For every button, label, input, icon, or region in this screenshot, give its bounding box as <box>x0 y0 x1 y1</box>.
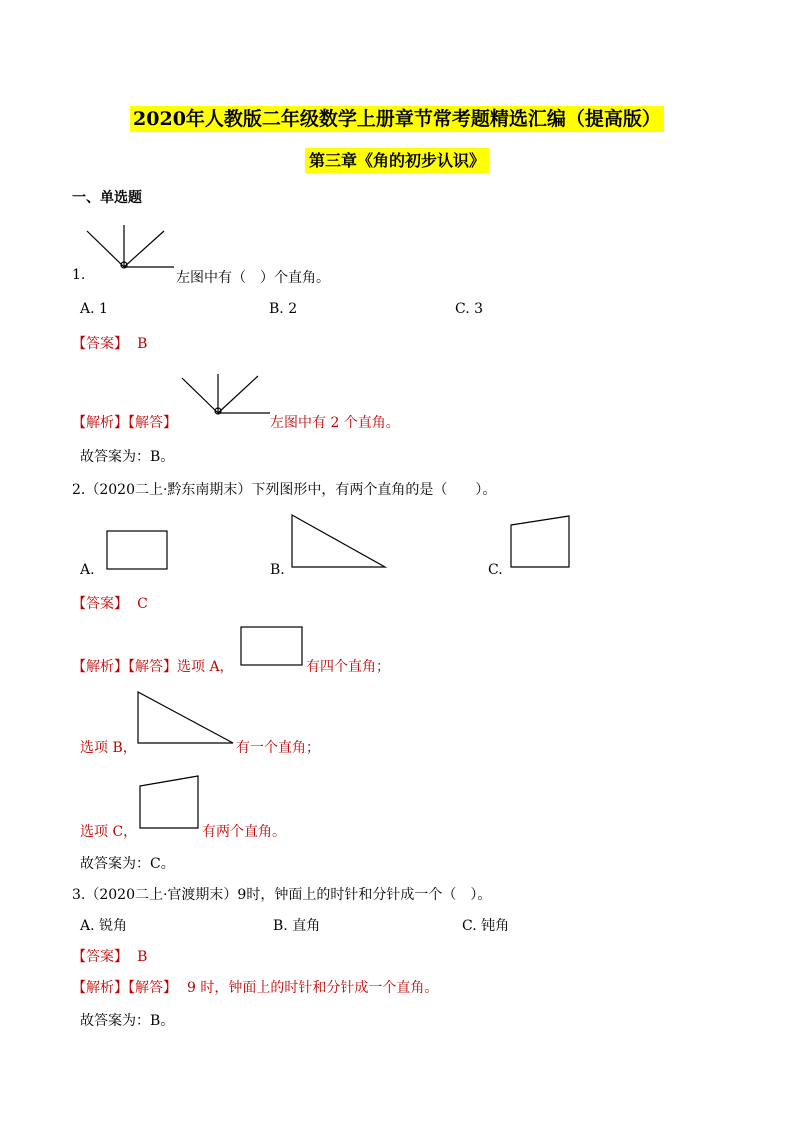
analysis-label: 【解析】 <box>72 980 128 996</box>
solution-label: 【解答】 <box>128 659 177 675</box>
q3-option-b: B. 直角 <box>273 918 321 934</box>
section-heading: 一、单选题 <box>72 190 142 206</box>
q2-rectangle-shape <box>106 530 168 570</box>
chapter-title: 第三章《角的初步认识》 <box>0 148 794 171</box>
q3-option-c: C. 钝角 <box>462 918 510 934</box>
q2-solution-triangle <box>137 691 235 745</box>
q3-solution-text: 9 时，钟面上的时针和分针成一个直角。 <box>187 980 439 996</box>
q2-solution-c-prefix: 选项 C， <box>80 824 138 840</box>
q1-option-b: B. 2 <box>269 301 298 317</box>
q2-solution-a-prefix: 选项 A， <box>177 659 234 675</box>
q1-angle-figure <box>84 222 176 272</box>
q2-conclusion: 故答案为：C。 <box>80 856 175 872</box>
q2-triangle-shape <box>291 514 387 568</box>
q2-question-text: 2.（2020二上·黔东南期末）下列图形中，有两个直角的是（ ）。 <box>72 482 497 498</box>
analysis-label: 【解析】 <box>72 415 128 431</box>
q2-answer-row <box>72 593 148 613</box>
q1-conclusion: 故答案为：B。 <box>80 449 175 465</box>
q3-answer-row <box>72 946 147 966</box>
analysis-label: 【解析】 <box>72 659 128 675</box>
q2-solution-b-prefix: 选项 B， <box>80 740 137 756</box>
q2-option-c-label: C. <box>488 562 503 578</box>
q1-answer-row <box>72 333 147 353</box>
q2-solution-b-suffix: 有一个直角； <box>236 740 320 756</box>
answer-label: 【答案】 <box>72 336 128 352</box>
q1-solution-text: 左图中有 2 个直角。 <box>270 415 400 431</box>
q1-option-a: A. 1 <box>80 301 108 317</box>
q2-answer: C <box>137 596 148 612</box>
q1-option-c: C. 3 <box>455 301 484 317</box>
solution-label: 【解答】 <box>128 980 177 996</box>
answer-label: 【答案】 <box>72 596 128 612</box>
q1-solution-row <box>72 412 177 432</box>
q2-solution-rectangle <box>240 626 303 666</box>
q1-number: 1. <box>72 267 86 283</box>
q1-question-text: 左图中有（ ）个直角。 <box>176 270 330 286</box>
solution-label: 【解答】 <box>128 415 177 431</box>
q2-solution-trapezoid <box>139 775 201 829</box>
q3-answer: B <box>137 949 148 965</box>
q2-option-b-label: B. <box>270 562 285 578</box>
q3-solution-row <box>72 977 438 997</box>
q2-trapezoid-shape <box>510 515 572 568</box>
q2-solution-row-a <box>72 656 234 676</box>
answer-label: 【答案】 <box>72 949 128 965</box>
q2-solution-a-suffix: 有四个直角； <box>306 659 390 675</box>
document-title: 2020年人教版二年级数学上册章节常考题精选汇编（提高版） <box>0 104 794 131</box>
q3-option-a: A. 锐角 <box>80 918 128 934</box>
q3-question-text: 3.（2020二上·官渡期末）9时，钟面上的时针和分针成一个（ ）。 <box>72 887 492 903</box>
q2-option-a-label: A. <box>80 562 95 578</box>
q2-solution-c-suffix: 有两个直角。 <box>202 824 286 840</box>
q3-conclusion: 故答案为：B。 <box>80 1013 175 1029</box>
q1-answer: B <box>137 336 148 352</box>
q1-solution-figure <box>180 372 272 418</box>
